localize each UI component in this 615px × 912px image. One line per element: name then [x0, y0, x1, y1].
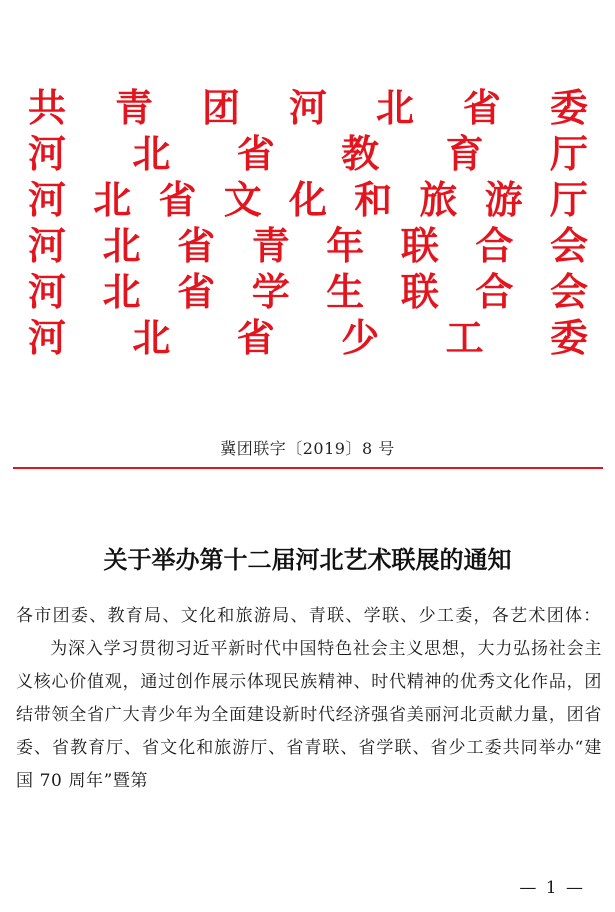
organization-char: 河: [288, 86, 327, 130]
organization-line: [28, 315, 588, 361]
organization-char: 河: [28, 316, 67, 360]
intro-text: 为深入学习贯彻习近平新时代中国特色社会主义思想，大力弘扬社会主义核心价值观，通过创作展示体现民族精神、时代精神的优秀文化作品，团结带领全省广大青少年为全面建设新时代经济强省美丽河北贡献力量，团省委、省教育厅、省文化和旅游厅、省青联、省学联、省少工委共同举办“建国 70 周年”暨第: [16, 639, 602, 791]
organization-char: 合: [475, 270, 514, 314]
document-title: 关于举办第十二届河北艺术联展的通知: [103, 546, 512, 574]
organization-char: 厅: [549, 178, 588, 222]
organization-char: 北: [132, 132, 171, 176]
organization-char: 会: [549, 224, 588, 268]
page-number: — 1 —: [519, 878, 585, 898]
organization-char: 文: [223, 178, 262, 222]
organization-char: 青: [114, 86, 153, 130]
organization-char: 河: [28, 270, 67, 314]
organization-char: 委: [549, 316, 588, 360]
organization-char: 省: [462, 86, 501, 130]
organization-char: 教: [341, 132, 380, 176]
organization-char: 省: [158, 178, 197, 222]
organization-char: 委: [549, 86, 588, 130]
organization-char: 省: [236, 316, 275, 360]
organization-char: 团: [201, 86, 240, 130]
organization-char: 年: [326, 224, 365, 268]
organization-char: 联: [400, 224, 439, 268]
organization-line: [28, 85, 588, 131]
organization-char: 省: [236, 132, 275, 176]
organization-char: 河: [28, 132, 67, 176]
intro-paragraph: [16, 633, 602, 798]
organization-char: 工: [445, 316, 484, 360]
document-body: [16, 600, 602, 798]
organization-char: 省: [177, 224, 216, 268]
organization-char: 北: [132, 316, 171, 360]
organization-char: 会: [549, 270, 588, 314]
organization-char: 合: [475, 224, 514, 268]
organization-char: 化: [288, 178, 327, 222]
organization-line: [28, 269, 588, 315]
organization-char: 北: [375, 86, 414, 130]
organization-char: 省: [177, 270, 216, 314]
organization-char: 少: [341, 316, 380, 360]
organization-char: 育: [445, 132, 484, 176]
organization-char: 和: [354, 178, 393, 222]
red-divider-line: [13, 467, 603, 469]
organization-char: 北: [102, 270, 141, 314]
issuing-organizations-masthead: [28, 85, 588, 361]
organization-char: 学: [251, 270, 290, 314]
organization-char: 联: [400, 270, 439, 314]
organization-char: 厅: [549, 132, 588, 176]
organization-char: 河: [28, 224, 67, 268]
organization-char: 河: [28, 178, 67, 222]
organization-char: 旅: [419, 178, 458, 222]
document-number: 冀团联字〔2019〕8 号: [220, 439, 395, 458]
organization-char: 北: [102, 224, 141, 268]
organization-char: 北: [93, 178, 132, 222]
organization-line: [28, 131, 588, 177]
organization-char: 生: [326, 270, 365, 314]
organization-char: 青: [251, 224, 290, 268]
organization-char: 游: [484, 178, 523, 222]
organization-char: 共: [28, 86, 67, 130]
organization-line: [28, 177, 588, 223]
addressee-paragraph: 各市团委、教育局、文化和旅游局、青联、学联、少工委，各艺术团体：: [16, 606, 602, 626]
organization-line: [28, 223, 588, 269]
